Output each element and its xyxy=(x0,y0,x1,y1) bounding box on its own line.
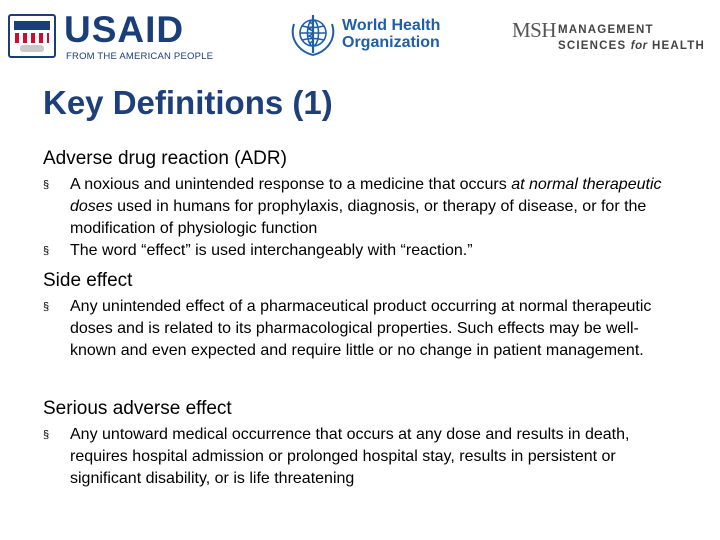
bullet-icon: § xyxy=(43,429,50,441)
bullet-item: § A noxious and unintended response to a medicine that occurs at normal therapeutic doses used in humans for prophylaxis, diagnosis, or therapy of disease, or for the modification of physiologic function xyxy=(43,176,662,237)
bullet-list xyxy=(43,174,683,262)
bullet-list xyxy=(43,424,683,490)
who-name: World Health Organization xyxy=(342,17,441,51)
bullet-icon: § xyxy=(43,245,50,257)
who-logo xyxy=(288,12,443,60)
msh-name: MANAGEMENT SCIENCES for HEALTH xyxy=(558,24,706,52)
slide-title: Key Definitions (1) xyxy=(43,84,333,121)
bullet-item: § The word “effect” is used interchangeably with “reaction.” xyxy=(43,240,683,262)
msh-logo xyxy=(512,14,712,54)
bullet-item: § Any unintended effect of a pharmaceutical product occurring at normal therapeutic doses and is related to its pharmacological properties. Such effects may be well-known and even expected and require little or no change in patient management. xyxy=(43,298,652,359)
bullet-icon: § xyxy=(43,301,50,313)
usaid-logo xyxy=(8,9,214,62)
usaid-wordmark: USAID xyxy=(64,9,185,50)
section-heading: Adverse drug reaction (ADR) xyxy=(43,148,287,169)
slide-content xyxy=(43,148,683,508)
bullet-icon: § xyxy=(43,179,50,191)
section-serious-adverse-effect xyxy=(43,398,683,508)
bullet-list xyxy=(43,296,683,362)
who-emblem-icon xyxy=(288,12,338,58)
section-side-effect xyxy=(43,270,683,398)
section-heading: Side effect xyxy=(43,270,133,291)
bullet-item: § Any untoward medical occurrence that occurs at any dose and results in death, requires hospital admission or prolonged hospital stay, results in persistent or significant disability, or is life threatening xyxy=(43,426,630,487)
section-adr xyxy=(43,148,683,270)
section-heading: Serious adverse effect xyxy=(43,398,232,419)
usaid-seal-icon xyxy=(8,14,56,58)
usaid-tagline: FROM THE AMERICAN PEOPLE xyxy=(66,51,214,62)
msh-mark: MSH xyxy=(512,18,557,42)
